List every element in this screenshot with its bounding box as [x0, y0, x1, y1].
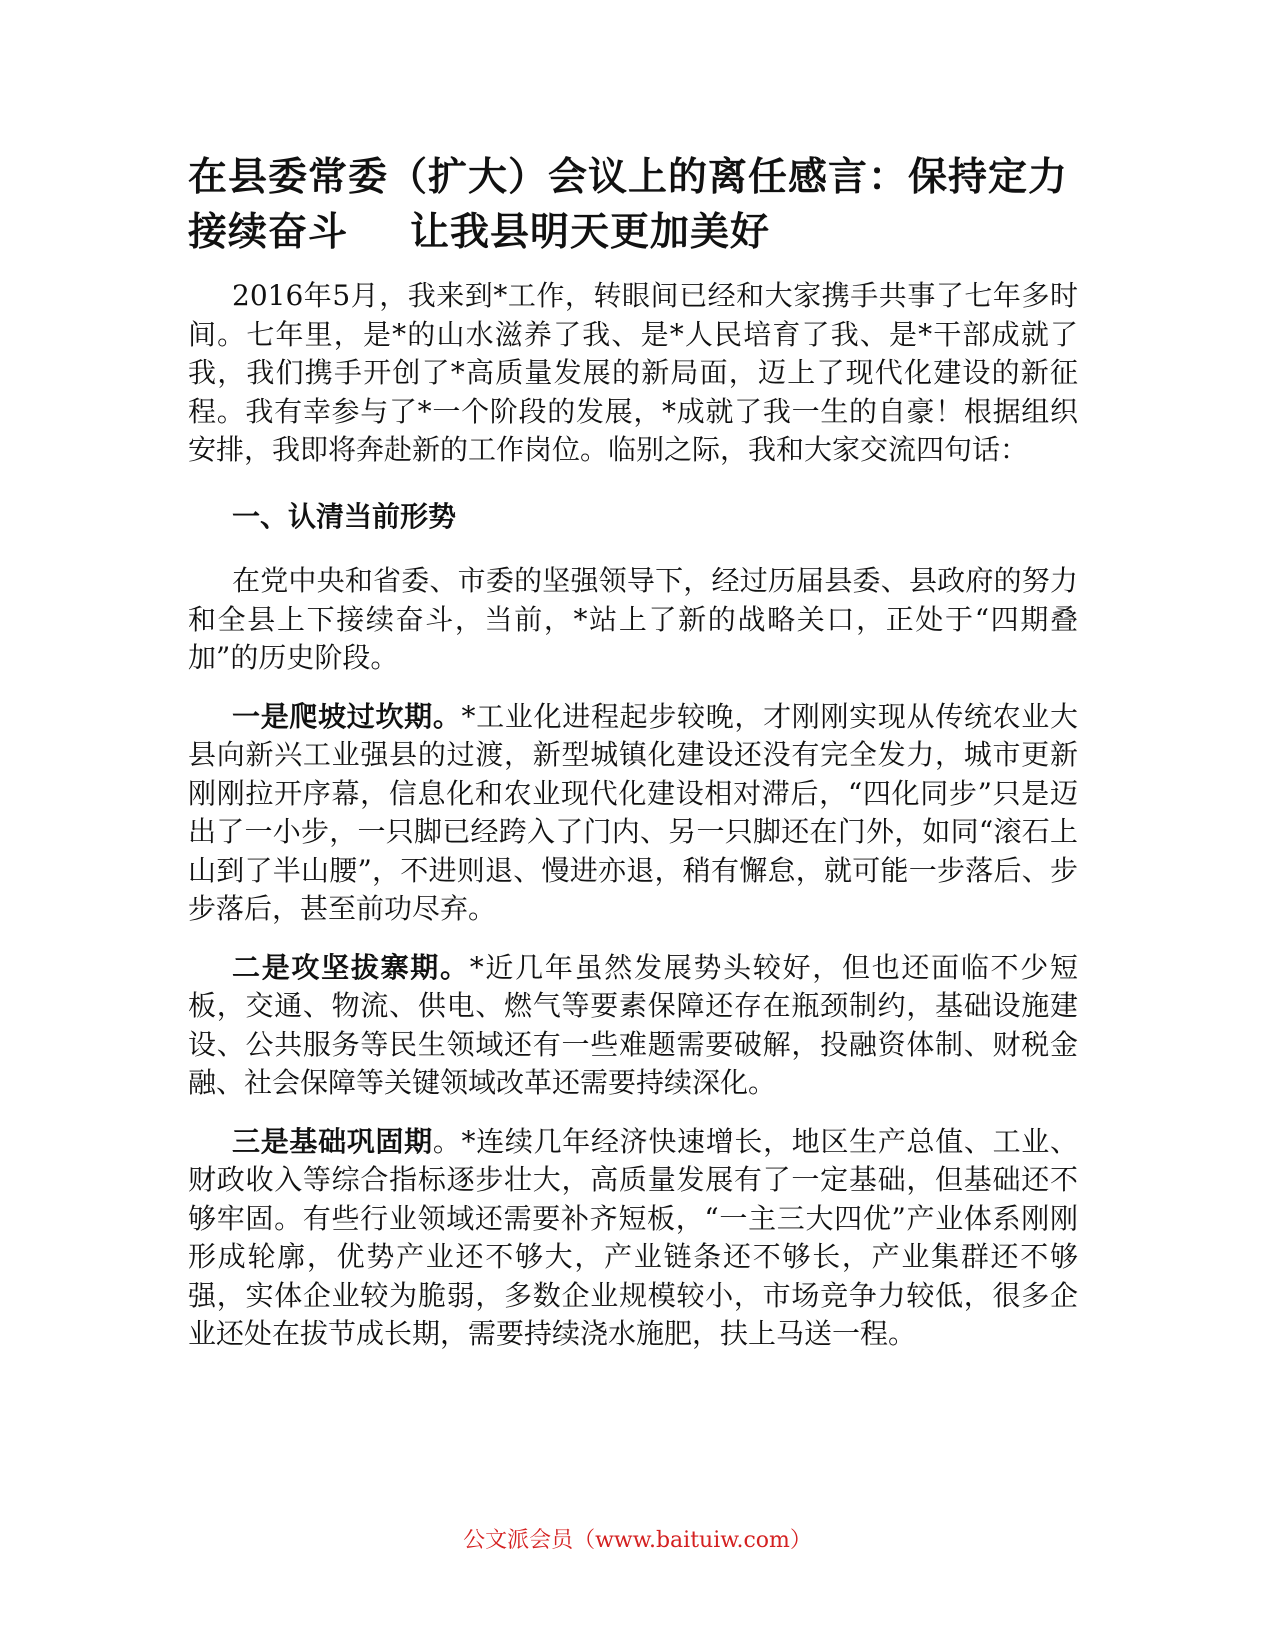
intro-paragraph: 2016年5月，我来到*工作，转眼间已经和大家携手共事了七年多时间。七年里，是*的山水滋养了我、是*人民培育了我、是*干部成就了我，我们携手开创了*高质量发展的新局面，迈上了现代化建设的新征程。我有幸参与了*一个阶段的发展，*成就了我一生的自豪！根据组织安排，我即将奔赴新的工作岗位。临别之际，我和大家交流四句话：: [188, 279, 1078, 466]
section-intro-paragraph: 在党中央和省委、市委的坚强领导下，经过历届县委、县政府的努力和全县上下接续奋斗，当前，*站上了新的战略关口，正处于“四期叠加”的历史阶段。: [188, 564, 1078, 674]
section-heading: 一、认清当前形势: [232, 499, 457, 533]
point-text-1: *工业化进程起步较晚，才刚刚实现从传统农业大县向新兴工业强县的过渡，新型城镇化建设还没有完全发力，城市更新刚刚拉开序幕，信息化和农业现代化建设相对滞后，“四化同步”只是迈出了一小步，一只脚已经跨入了门内、另一只脚还在门外，如同“滚石上山到了半山腰”，不进则退、慢进亦退，稍有懈怠，就可能一步落后、步步落后，甚至前功尽弃。: [188, 699, 1078, 925]
point-lead-3: 三是基础巩固期: [232, 1124, 433, 1158]
point-lead-1: 一是爬坡过坎期。: [232, 699, 462, 733]
point-paragraph-3: [188, 1123, 1078, 1354]
point-lead-2: 二是攻坚拔寨期。: [232, 950, 470, 984]
title-part-2: 让我县明天更加美好: [410, 210, 771, 255]
point-text-2: *近几年虽然发展势头较好，但也还面临不少短板，交通、物流、供电、燃气等要素保障还存在瓶颈制约，基础设施建设、公共服务等民生领域还有一些难题需要破解，投融资体制、财税金融、社会保障等关键领域改革还需要持续深化。: [188, 950, 1078, 1099]
title-part-1: 在县委常委（扩大）会议上的离任感言：保持定力接续奋斗: [188, 155, 1069, 255]
document-body: [188, 277, 1078, 1374]
footer-watermark-link[interactable]: 公文派会员（www.baituiw.com）: [463, 1528, 812, 1553]
point-paragraph-2: [188, 949, 1078, 1103]
point-paragraph-1: [188, 698, 1078, 929]
point-text-3: 。*连续几年经济快速增长，地区生产总值、工业、财政收入等综合指标逐步壮大，高质量发展有了一定基础，但基础还不够牢固。有些行业领域还需要补齐短板，“一主三大四优”产业体系刚刚形成轮廓，优势产业还不够大，产业链条还不够长，产业集群还不够强，实体企业较为脆弱，多数企业规模较小，市场竞争力较低，很多企业还处在拔节成长期，需要持续浇水施肥，扶上马送一程。: [188, 1124, 1078, 1350]
document-title: [188, 150, 1088, 260]
